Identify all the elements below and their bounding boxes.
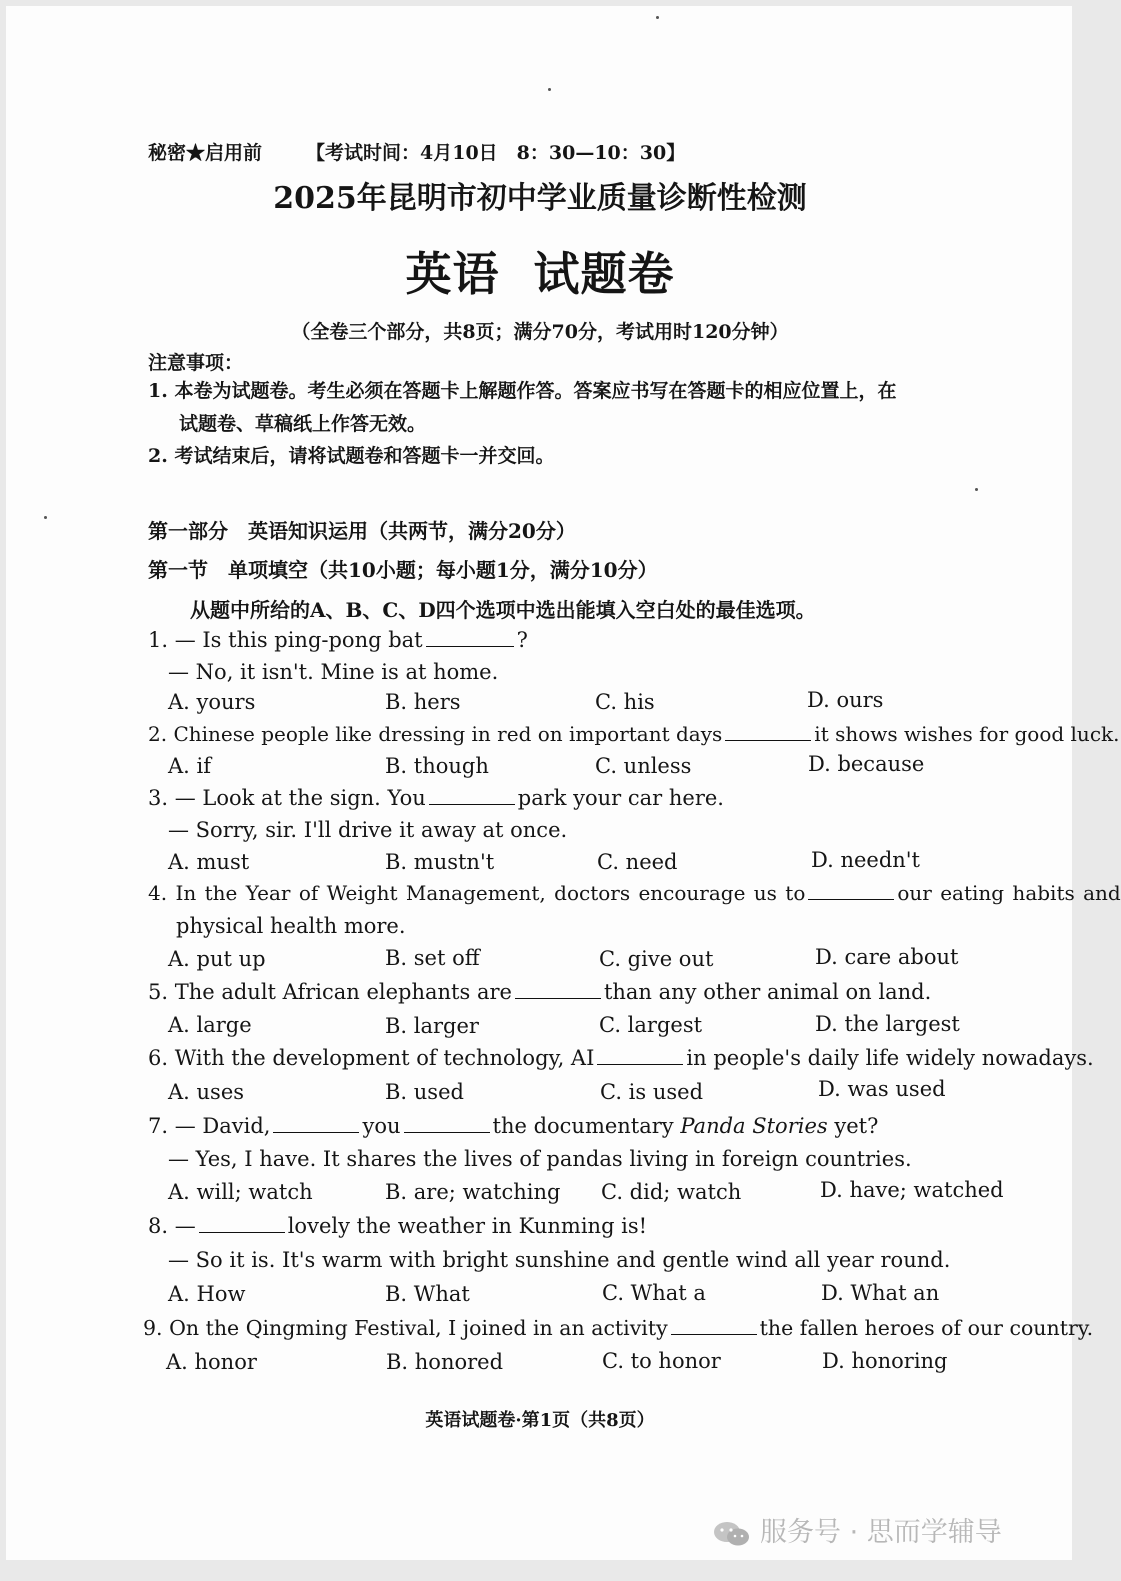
question-text: the fallen heroes of our country. — [759, 1316, 1094, 1340]
notice-heading: 注意事项： — [148, 352, 244, 374]
question-text: you — [362, 1114, 401, 1138]
answer-blank — [808, 881, 894, 900]
notice-item-1: 1. 本卷为试题卷。考生必须在答题卡上解题作答。答案应书写在答题卡的相应位置上，在 — [148, 380, 897, 402]
option-a: A. put up — [168, 947, 266, 971]
option-c: C. is used — [600, 1080, 704, 1104]
question-3 — [148, 786, 724, 810]
option-c: C. largest — [599, 1013, 703, 1037]
option-c: C. to honor — [602, 1349, 721, 1373]
option-d: D. was used — [818, 1077, 946, 1101]
option-b: B. larger — [385, 1014, 479, 1038]
question-2 — [148, 722, 1120, 746]
answer-blank — [426, 628, 514, 647]
answer-blank — [597, 1046, 683, 1065]
instruction: 从题中所给的A、B、C、D四个选项中选出能填入空白处的最佳选项。 — [190, 598, 816, 622]
wechat-icon — [712, 1520, 752, 1548]
question-text: in people's daily life widely nowadays. — [686, 1046, 1094, 1070]
option-b: B. are; watching — [385, 1180, 561, 1204]
question-text: 3. — Look at the sign. You — [148, 786, 426, 810]
option-d: D. ours — [807, 688, 884, 712]
question-5 — [148, 980, 931, 1004]
option-b: B. hers — [385, 690, 461, 714]
notice-item-2: 2. 考试结束后，请将试题卷和答题卡一并交回。 — [148, 445, 555, 467]
option-b: B. mustn't — [385, 850, 495, 874]
question-text: 6. With the development of technology, AI — [148, 1046, 595, 1070]
question-text: 8. — — [148, 1214, 196, 1238]
part-one-heading: 第一部分 英语知识运用（共两节，满分20分） — [148, 519, 576, 543]
question-1-reply: — No, it isn't. Mine is at home. — [168, 660, 499, 684]
exam-header — [148, 138, 685, 165]
option-a: A. will; watch — [168, 1180, 313, 1204]
question-6 — [148, 1046, 1094, 1070]
question-text: our eating habits and — [897, 881, 1121, 905]
option-a: A. if — [168, 754, 212, 778]
watermark-text: 服务号 · 思而学辅导 — [760, 1517, 1002, 1548]
secret-mark: 秘密★启用前 — [148, 142, 263, 164]
option-d: D. because — [808, 752, 925, 776]
answer-blank — [199, 1214, 285, 1233]
answer-blank — [671, 1316, 757, 1335]
question-text: it shows wishes for good luck. — [814, 722, 1120, 746]
option-c: C. did; watch — [601, 1180, 742, 1204]
option-b: B. set off — [385, 946, 480, 970]
option-d: D. have; watched — [820, 1178, 1004, 1202]
option-c: C. unless — [595, 754, 692, 778]
option-d: D. needn't — [811, 848, 920, 872]
option-a: A. How — [168, 1282, 246, 1306]
option-b: B. What — [385, 1282, 470, 1306]
question-text: 2. Chinese people like dressing in red on important days — [148, 722, 723, 746]
question-7-reply: — Yes, I have. It shares the lives of pandas living in foreign countries. — [168, 1147, 912, 1171]
answer-blank — [404, 1114, 490, 1133]
section-one-heading: 第一节 单项填空（共10小题；每小题1分，满分10分） — [148, 558, 658, 582]
paper-info: （全卷三个部分，共8页；满分70分，考试用时120分钟） — [291, 321, 789, 343]
option-b: B. though — [385, 754, 489, 778]
answer-blank — [515, 980, 601, 999]
question-4-cont: physical health more. — [176, 914, 406, 938]
option-c: C. need — [597, 850, 678, 874]
option-c: C. What a — [602, 1281, 706, 1305]
option-d: D. What an — [821, 1281, 940, 1305]
option-c: C. give out — [599, 947, 714, 971]
question-text: than any other animal on land. — [603, 980, 932, 1004]
answer-blank — [429, 786, 515, 805]
question-9 — [143, 1316, 1093, 1340]
question-text: yet? — [834, 1114, 879, 1138]
question-text: the documentary — [492, 1114, 674, 1138]
watermark — [712, 1510, 1002, 1549]
question-7 — [148, 1114, 878, 1138]
option-c: C. his — [595, 690, 655, 714]
scan-speck — [548, 88, 551, 91]
question-text: 9. On the Qingming Festival, I joined in an activity — [143, 1316, 668, 1340]
option-b: B. honored — [386, 1350, 504, 1374]
question-3-reply: — Sorry, sir. I'll drive it away at once. — [168, 818, 568, 842]
option-d: D. honoring — [822, 1349, 948, 1373]
exam-time: 【考试时间：4月10日 8：30—10：30】 — [306, 142, 686, 164]
notice-item-1-cont: 试题卷、草稿纸上作答无效。 — [179, 413, 427, 435]
question-8-reply: — So it is. It's warm with bright sunshine and gentle wind all year round. — [168, 1248, 951, 1272]
option-a: A. uses — [168, 1080, 245, 1104]
question-text: 4. In the Year of Weight Management, doctors encourage us to — [148, 881, 806, 905]
question-8 — [148, 1214, 647, 1238]
option-d: D. the largest — [815, 1012, 960, 1036]
documentary-title: Panda Stories — [680, 1114, 828, 1138]
question-1 — [148, 628, 528, 652]
exam-title: 2025年昆明市初中学业质量诊断性检测 — [273, 181, 807, 216]
option-a: A. honor — [166, 1350, 257, 1374]
question-text: 5. The adult African elephants are — [148, 980, 512, 1004]
option-b: B. used — [385, 1080, 464, 1104]
option-a: A. large — [168, 1013, 252, 1037]
page-footer: 英语试题卷·第1页（共8页） — [425, 1410, 655, 1431]
question-text: 7. — David, — [148, 1114, 271, 1138]
question-text: park your car here. — [517, 786, 724, 810]
option-a: A. must — [168, 850, 250, 874]
answer-blank — [273, 1114, 359, 1133]
question-4 — [148, 881, 1121, 905]
option-a: A. yours — [168, 690, 256, 714]
scan-speck — [656, 16, 659, 19]
answer-blank — [725, 722, 811, 741]
question-text: lovely the weather in Kunming is! — [287, 1214, 648, 1238]
scan-speck — [975, 488, 978, 491]
question-text: ? — [516, 628, 528, 652]
scan-speck — [44, 516, 47, 519]
question-text: 1. — Is this ping-pong bat — [148, 628, 423, 652]
paper-title: 英语 试题卷 — [405, 247, 675, 301]
option-d: D. care about — [815, 945, 959, 969]
